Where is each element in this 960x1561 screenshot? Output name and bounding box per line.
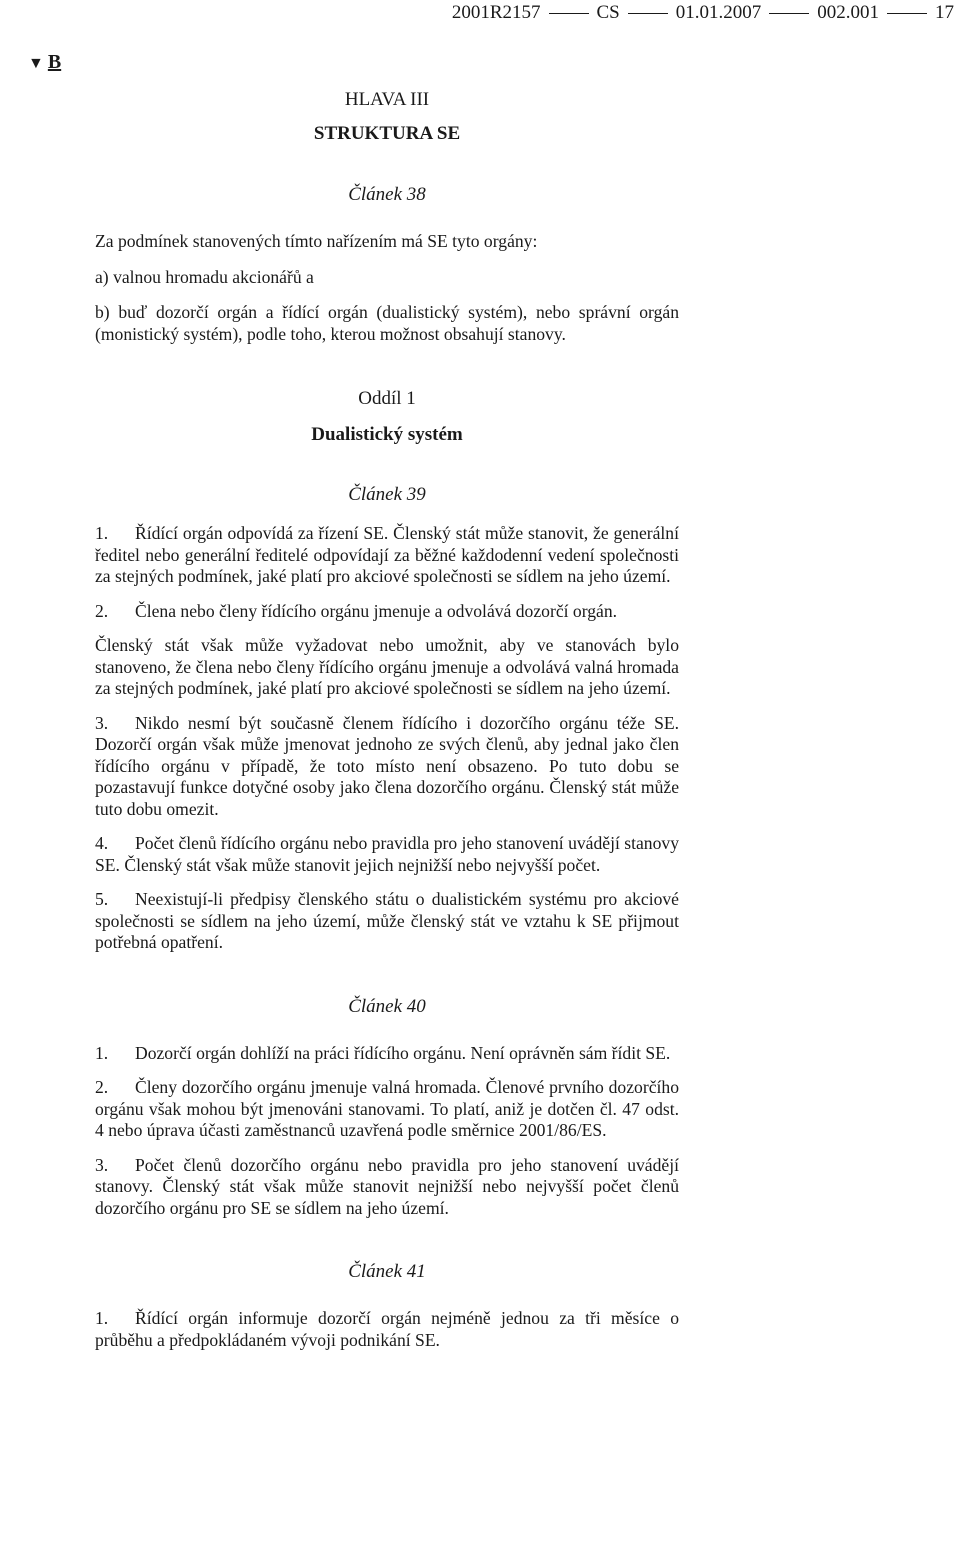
doc-id: 2001R2157	[451, 2, 541, 23]
paragraph-number: 2.	[95, 600, 109, 621]
article-39-paragraph	[95, 635, 679, 700]
article-39-paragraph	[95, 601, 679, 623]
paragraph-number: 1.	[95, 1308, 109, 1328]
doc-version: 002.001	[817, 2, 879, 23]
article-40-paragraph	[95, 1077, 679, 1142]
paragraph-number: 3.	[95, 1154, 109, 1175]
header-rule	[549, 13, 589, 14]
paragraph-number: 2.	[95, 1077, 109, 1097]
running-header	[452, 2, 954, 24]
section-title: Dualistický systém	[311, 424, 463, 445]
paragraph-text: Řídící orgán informuje dozorčí orgán nejméně jednou za tři měsíce o průběhu a předpokládaném vývoji podnikání SE.	[95, 1308, 679, 1350]
paragraph-text: Počet členů řídícího orgánu nebo pravidla pro jeho stanovení uvádějí stanovy SE. Členský stát však může stanovit jejich nejnižší nebo nejvyšší počet.	[95, 833, 679, 875]
paragraph-text: Členy dozorčího orgánu jmenuje valná hromada. Členové prvního dozorčího orgánu však mohou být jmenováni stanovami. To platí, aniž je dotčen čl. 47 odst. 4 nebo úprava účasti zaměstnanců uzavřená podle směrnice 2001/86/ES.	[95, 1077, 679, 1140]
article-40-title: Článek 40	[348, 995, 426, 1017]
paragraph-number: 1.	[95, 523, 109, 543]
paragraph-text: Nikdo nesmí být současně členem řídícího i dozorčího orgánu téže SE. Dozorčí orgán však může jmenovat jednoho ze svých členů, aby jednal jako člen řídícího orgánu v případě, že toto místo není obsazeno. Po tuto dobu se pozastavují funkce dotyčné osoby jako člena dozorčího orgánu. Členský stát může tuto dobu omezit.	[95, 712, 679, 819]
paragraph-number: 4.	[95, 833, 109, 853]
paragraph-text: Neexistují-li předpisy členského státu o dualistickém systému pro akciové společnosti se sídlem na jeho území, může členský stát ve vztahu k SE přijmout potřebná opatření.	[95, 889, 679, 952]
article-39-paragraph	[95, 889, 679, 954]
document-body	[95, 88, 679, 1351]
article-38-intro: Za podmínek stanovených tímto nařízením má SE tyto orgány:	[95, 231, 538, 251]
article-39-title: Článek 39	[348, 484, 426, 505]
paragraph-text: Členský stát však může vyžadovat nebo umožnit, aby ve stanovách bylo stanoveno, že člena nebo členy řídícího orgánu jmenuje a odvolává valná hromada za stejných podmínek, jaké platí pro akciové společnosti se sídlem na jeho území.	[95, 635, 679, 698]
article-38-title: Článek 38	[348, 184, 426, 205]
chapter-number: HLAVA III	[344, 89, 430, 110]
paragraph-text: Dozorčí orgán dohlíží na práci řídícího orgánu. Není oprávněn sám řídit SE.	[135, 1042, 671, 1063]
paragraph-number: 3.	[95, 712, 109, 733]
header-rule	[769, 13, 809, 14]
header-rule	[887, 13, 927, 14]
header-rule	[628, 13, 668, 14]
paragraph-number: 5.	[95, 889, 109, 909]
chapter-title: STRUKTURA SE	[313, 123, 461, 144]
article-40-paragraph	[95, 1155, 679, 1220]
article-39-paragraph	[95, 833, 679, 876]
paragraph-number: 1.	[95, 1042, 109, 1063]
amendment-marker	[28, 51, 61, 74]
article-38-item-a: a) valnou hromadu akcionářů a	[95, 266, 314, 287]
page-number: 17	[935, 2, 954, 23]
article-40-paragraph	[95, 1043, 679, 1065]
doc-lang: CS	[596, 2, 620, 23]
paragraph-text: Člena nebo členy řídícího orgánu jmenuje a odvolává dozorčí orgán.	[135, 600, 618, 621]
article-41-paragraph	[95, 1308, 679, 1351]
triangle-down-icon: ▼	[28, 55, 44, 72]
doc-date: 01.01.2007	[675, 2, 762, 23]
amendment-marker-letter: B	[47, 51, 62, 73]
article-41-title: Článek 41	[348, 1261, 426, 1282]
section-number: Oddíl 1	[358, 388, 416, 409]
article-38-item-b: b) buď dozorčí orgán a řídící orgán (dualistický systém), nebo správní orgán (monistický systém), podle toho, kterou možnost obsahují stanovy.	[95, 302, 679, 344]
paragraph-text: Řídící orgán odpovídá za řízení SE. Členský stát může stanovit, že generální ředitel nebo generální ředitelé odpovídají za běžné každodenní vedení společnosti za stejných podmínek, jaké platí pro akciové společnosti se sídlem na jeho území.	[95, 523, 679, 586]
paragraph-text: Počet členů dozorčího orgánu nebo pravidla pro jeho stanovení uvádějí stanovy. Členský stát však může stanovit nejnižší nebo nejvyšší počet členů dozorčího orgánu pro SE se sídlem na jeho území.	[95, 1154, 679, 1218]
article-39-paragraph	[95, 713, 679, 821]
article-39-paragraph	[95, 523, 679, 588]
